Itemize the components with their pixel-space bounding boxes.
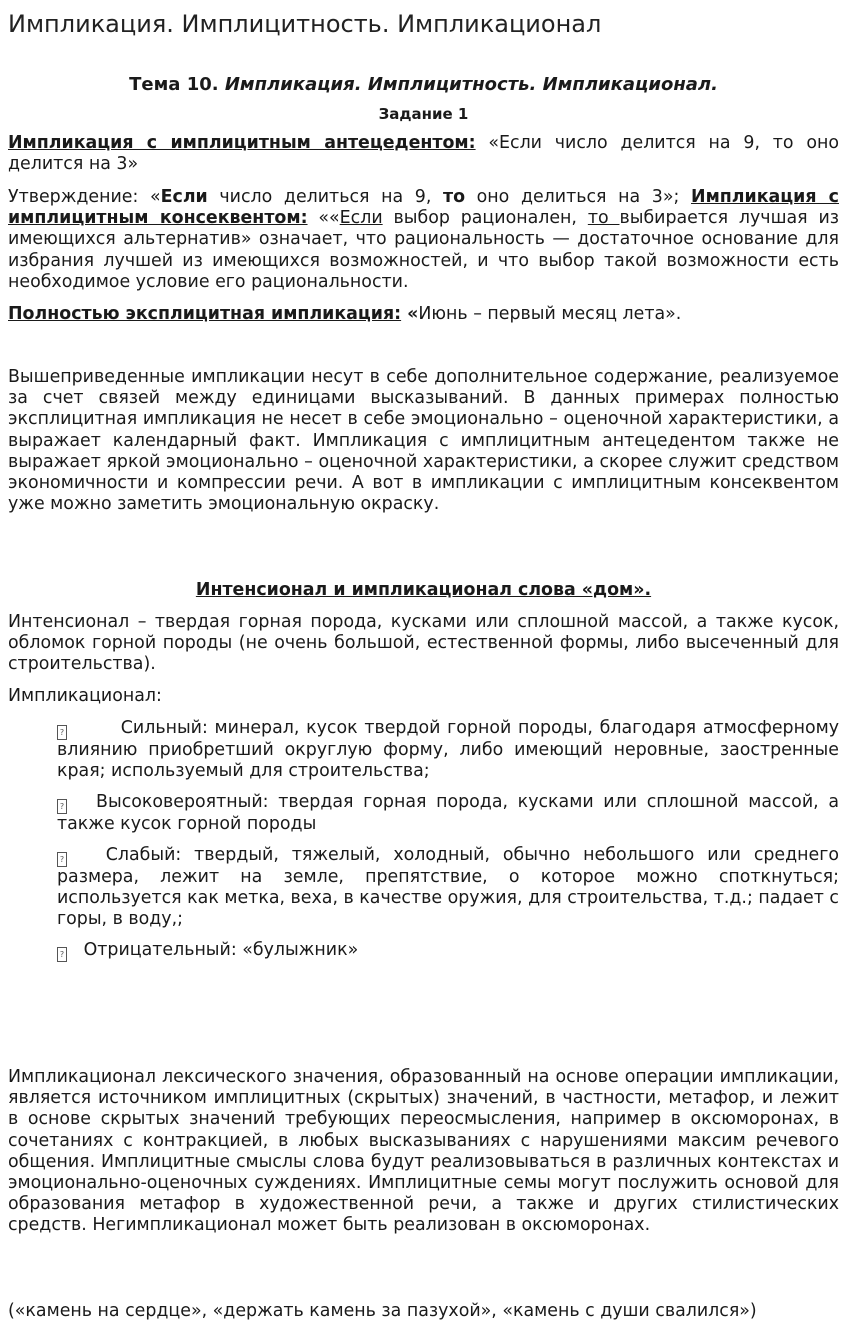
keyword-if: Если (160, 187, 208, 207)
bullet-icon: ? (57, 725, 67, 740)
list-item-text: Сильный: минерал, кусок твердой горной породы, благодаря атмосферному влиянию приобретший округлую форму, либо имеющий неровные, заостренные края; используемый для строительства; (57, 718, 839, 782)
paragraph-antecedent (8, 133, 839, 175)
topic-heading (0, 73, 847, 97)
list-item-text: Отрицательный: «булыжник» (83, 940, 359, 960)
text-span: число делиться на 9, (207, 187, 443, 207)
paragraph-consequent (8, 187, 839, 293)
paragraph-intensional: Интенсионал – твердая горная порода, кусками или сплошной массой, а также кусок, обломок горной породы (не очень большой, естественной формы, либо высеченный для строительства). (8, 612, 839, 675)
list-item (57, 940, 839, 962)
text-span: «« (307, 208, 340, 229)
quote-open: « (401, 304, 419, 324)
term-implicit-antecedent: Импликация с имплицитным антецедентом: (8, 133, 476, 153)
list-item-text: Слабый: твердый, тяжелый, холодный, обычно небольшого или среднего размера, лежит на земле, препятствие, о которое можно споткнуться; используется как метка, веха, в качестве оружия, для строительства, т.д.; падает с горы, в воду,; (57, 845, 839, 930)
keyword-if-underlined: Если (339, 208, 383, 229)
section-heading-text: Интенсионал и импликационал слова «дом». (195, 580, 652, 600)
text-span: Утверждение: « (8, 187, 161, 207)
topic-title: Импликация. Имплицитность. Импликационал. (224, 74, 718, 95)
term-explicit-implication: Полностью эксплицитная импликация: (8, 304, 402, 324)
list-item (57, 845, 839, 931)
paragraph-analysis: Вышеприведенные импликации несут в себе дополнительное содержание, реализуемое за счет связей между единицами высказываний. В данных примерах полностью эксплицитная импликация не несет в себе эмоционально – оценочной характеристики, а выражает календарный факт. Импликация с имплицитным антецедентом также не выражает яркой эмоционально – оценочной характеристики, а скорее служит средством экономичности и компрессии речи. А вот в импликации с имплицитным консеквентом уже можно заметить эмоциональную окраску. (8, 367, 839, 515)
explicit-example: Июнь – первый месяц лета». (418, 304, 682, 324)
section-heading (8, 580, 839, 601)
antecedent-example: «Если число делится на 9, то оно делится на 3» (8, 133, 839, 175)
document-title: Импликация. Имплицитность. Импликационал (8, 10, 602, 38)
paragraph-examples: («камень на сердце», «держать камень за пазухой», «камень с души свалился») (8, 1301, 757, 1321)
text-span: оно делиться на 3»; (465, 187, 692, 207)
list-item (57, 718, 839, 782)
list-item (57, 792, 839, 835)
topic-prefix: Тема 10. (129, 74, 225, 95)
keyword-then: то (443, 187, 466, 207)
keyword-then-underlined: то (587, 208, 620, 229)
paragraph-explicit (8, 304, 839, 325)
text-span: выбирается лучшая из имеющихся альтернатив» означает, что рациональность — достаточное основание для избрания лучшей из имеющихся возможностей, и что выбор такой возможности есть необходимое условие его рациональности. (8, 208, 840, 292)
paragraph-implicational-label: Импликационал: (8, 686, 162, 706)
bullet-icon: ? (57, 799, 67, 814)
task-label: Задание 1 (378, 105, 469, 123)
term-implicit-consequent: Импликация с имплицитным консеквентом: (8, 187, 839, 229)
list-item-text: Высоковероятный: твердая горная порода, кусками или сплошной массой, а также кусок горной породы (57, 792, 839, 834)
text-span: выбор рационален, (382, 208, 588, 229)
paragraph-conclusion: Импликационал лексического значения, образованный на основе операции импликации, является источником имплицитных (скрытых) значений, в частности, метафор, и лежит в основе скрытых значений требующих переосмысления, например в оксюморонах, в сочетаниях с контракцией, в любых высказываниях с нарушениями максим речевого общения. Имплицитные смыслы слова будут реализовываться в различных контекстах и эмоционально-оценочных суждениях. Имплицитные семы могут послужить основой для образования метафор в художественной речи, а также и других стилистических средств. Негимпликационал может быть реализован в оксюморонах. (8, 1067, 839, 1236)
bullet-icon: ? (57, 852, 67, 867)
bullet-icon: ? (57, 947, 67, 962)
